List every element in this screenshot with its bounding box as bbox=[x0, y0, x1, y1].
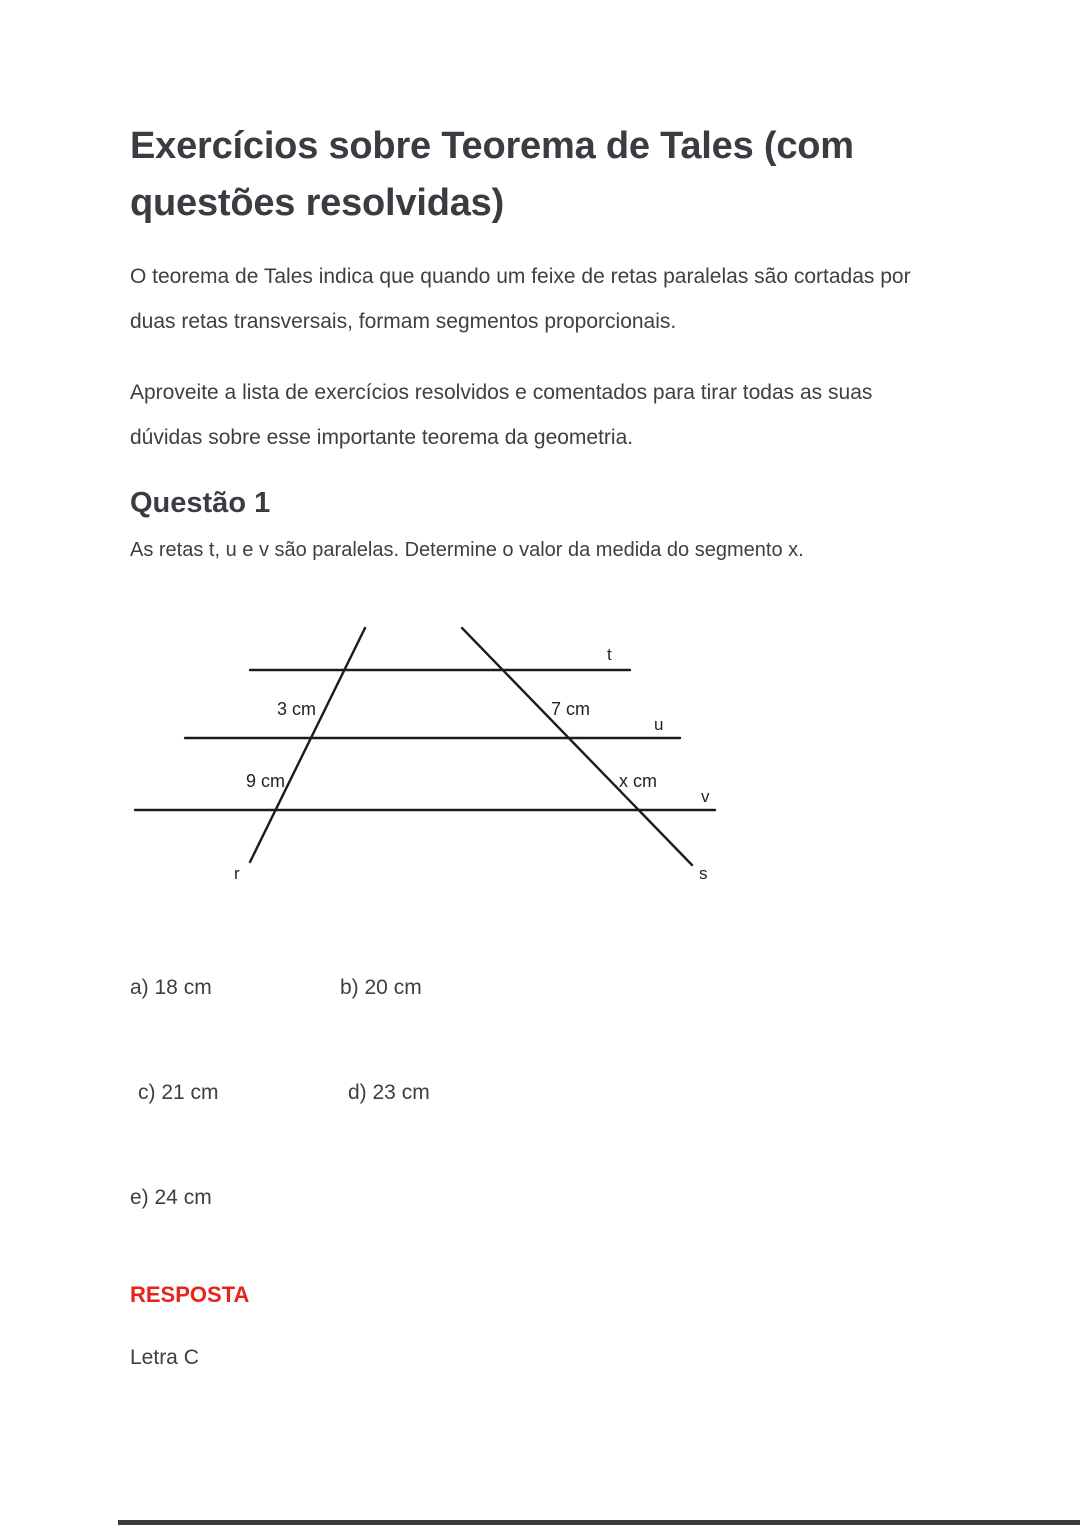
line-label-s: s bbox=[699, 863, 708, 883]
measure-7cm: 7 cm bbox=[551, 698, 591, 719]
transversal-line-r bbox=[250, 628, 365, 862]
thales-diagram-container bbox=[130, 620, 960, 910]
options-row-2 bbox=[130, 1081, 960, 1105]
answer-text: Letra C bbox=[130, 1345, 199, 1369]
answer-heading: RESPOSTA bbox=[130, 1281, 250, 1307]
transversal-line-s bbox=[462, 628, 692, 865]
measure-9cm: 9 cm bbox=[245, 770, 285, 791]
options-row-1 bbox=[130, 976, 960, 1000]
option-a: a) 18 cm bbox=[130, 975, 212, 999]
line-label-r: r bbox=[234, 863, 240, 883]
option-c: c) 21 cm bbox=[138, 1080, 219, 1104]
intro-paragraph-1: O teorema de Tales indica que quando um feixe de retas paralelas são cortadas por duas retas transversais, formam segmentos proporcionais. bbox=[130, 265, 911, 333]
line-label-t: t bbox=[607, 644, 612, 664]
options-row-3 bbox=[130, 1186, 960, 1210]
line-label-v: v bbox=[701, 786, 710, 806]
page-title: Exercícios sobre Teorema de Tales (com questões resolvidas) bbox=[130, 125, 854, 224]
question-1-heading: Questão 1 bbox=[130, 487, 271, 519]
measure-xcm: x cm bbox=[619, 770, 657, 791]
question-1-statement: As retas t, u e v são paralelas. Determine o valor da medida do segmento x. bbox=[130, 538, 804, 561]
measure-3cm: 3 cm bbox=[276, 698, 316, 719]
option-d: d) 23 cm bbox=[348, 1080, 430, 1104]
intro-paragraph-2: Aproveite a lista de exercícios resolvidos e comentados para tirar todas as suas dúvidas sobre esse importante teorema da geometria. bbox=[130, 381, 873, 449]
option-e: e) 24 cm bbox=[130, 1185, 212, 1209]
option-b: b) 20 cm bbox=[340, 975, 422, 999]
line-label-u: u bbox=[654, 714, 664, 734]
thales-diagram bbox=[130, 620, 750, 905]
page-bottom-edge bbox=[118, 1520, 1080, 1525]
